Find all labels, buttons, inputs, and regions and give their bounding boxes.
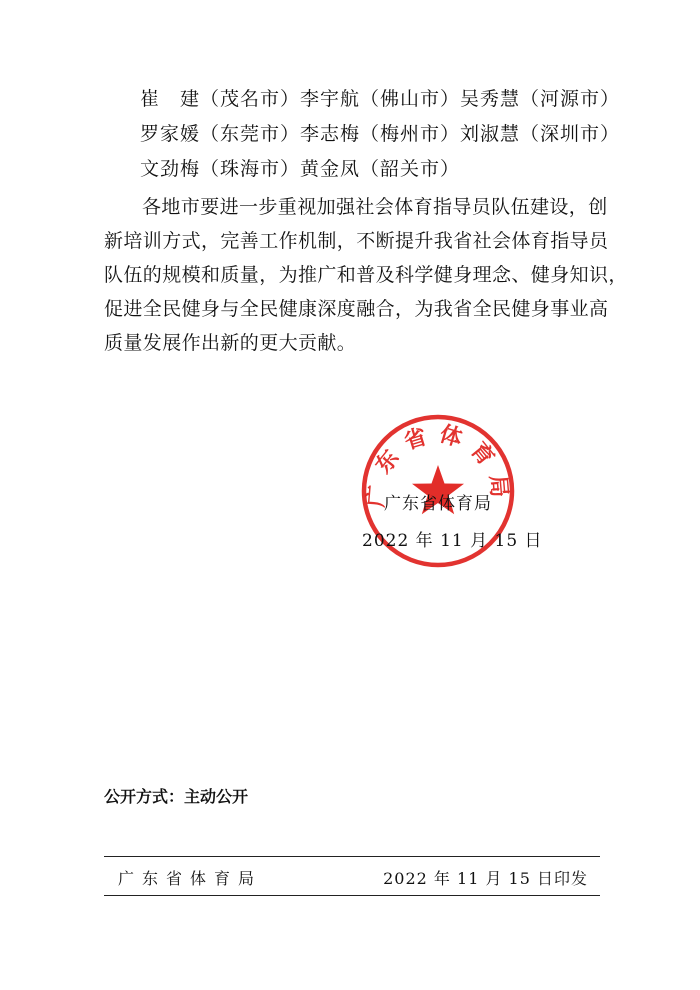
signing-date: 2022 年 11 月 15 日 xyxy=(362,531,543,551)
footer-issue-date: 2022 年 11 月 15 日印发 xyxy=(383,869,588,888)
footer-bottom-rule xyxy=(104,895,600,896)
seal-arc-text: 广东省体育局 xyxy=(362,420,514,509)
paragraph-line-4: 促进全民健身与全民健康深度融合，为我省全民健身事业高 xyxy=(104,298,609,320)
awardee-line-2: 罗家媛（东莞市）李志梅（梅州市）刘淑慧（深圳市） xyxy=(140,123,621,145)
awardee-line-1: 崔 建（茂名市）李宇航（佛山市）吴秀慧（河源市） xyxy=(140,88,621,110)
paragraph-line-1: 各地市要进一步重视加强社会体育指导员队伍建设，创 xyxy=(142,196,608,218)
closing-paragraph xyxy=(104,190,628,360)
footer-top-rule xyxy=(104,856,600,857)
paragraph-line-2: 新培训方式，完善工作机制，不断提升我省社会体育指导员 xyxy=(104,230,609,252)
paragraph-line-3: 队伍的规模和质量，为推广和普及科学健身理念、健身知识， xyxy=(104,264,628,286)
awardee-line-3: 文劲梅（珠海市）黄金凤（韶关市） xyxy=(140,158,461,180)
signing-organization: 广东省体育局 xyxy=(384,494,492,514)
disclosure-method: 公开方式：主动公开 xyxy=(104,787,249,806)
paragraph-line-5: 质量发展作出新的更大贡献。 xyxy=(104,332,357,354)
footer-issuer: 广东省体育局 xyxy=(118,869,263,888)
